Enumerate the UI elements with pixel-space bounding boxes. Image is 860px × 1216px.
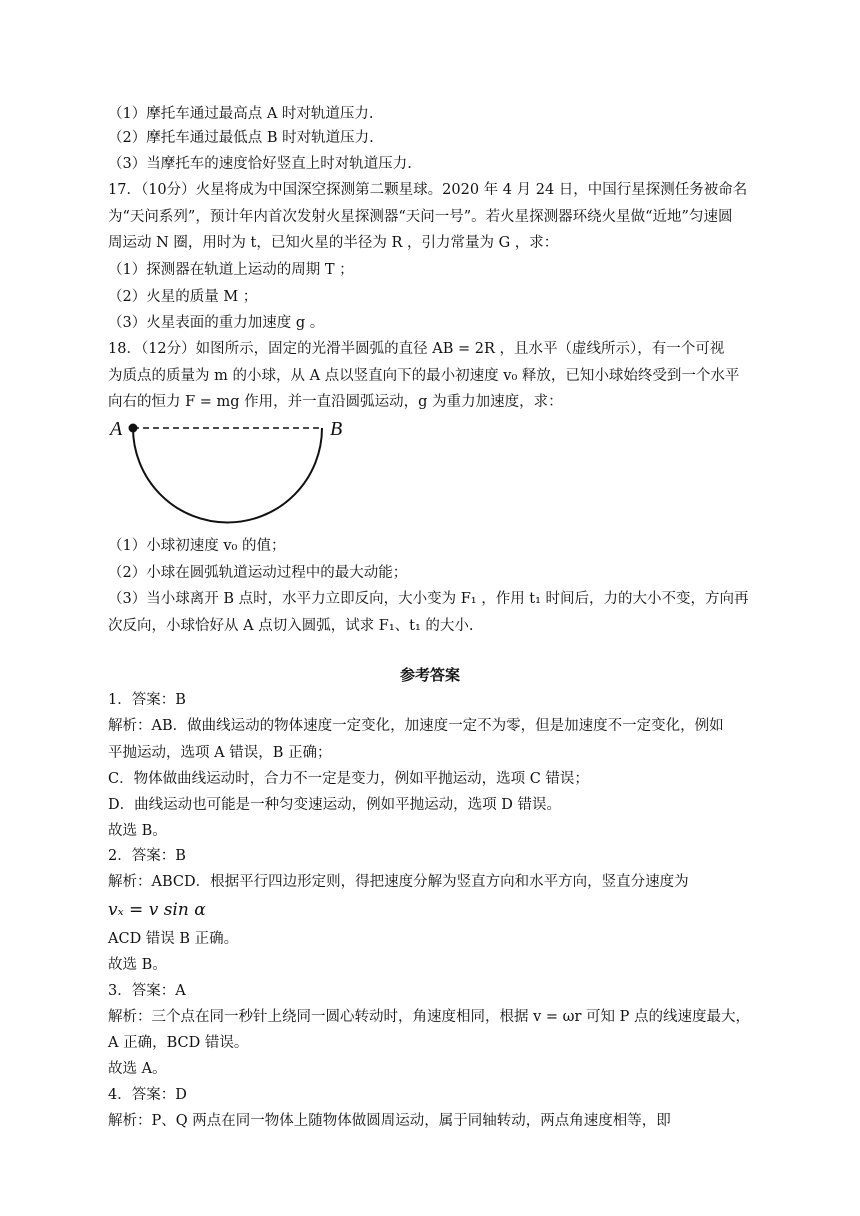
q18-part-3-line-2: 次反向，小球恰好从 A 点切入圆弧，试求 F₁、t₁ 的大小. xyxy=(108,618,474,634)
q17-part-2: （2）火星的质量 M ； xyxy=(108,289,258,305)
answer-line: 解析：AB．做曲线运动的物体速度一定变化，加速度一定不为零，但是加速度不一定变化，例如 xyxy=(108,718,724,734)
answer-line: 3．答案：A xyxy=(108,983,186,999)
answer-line: 4．答案：D xyxy=(108,1087,187,1103)
q16-part-3: （3）当摩托车的速度恰好竖直上时对轨道压力. xyxy=(108,156,412,172)
q17-line-3: 周运动 N 圈，用时为 t，已知火星的半径为 R ，引力常量为 G ，求： xyxy=(108,235,559,251)
q17-line-1: 17．（10分）火星将成为中国深空探测第二颗星球。2020 年 4 月 24 日，中国行星探测任务被命名 xyxy=(108,182,748,198)
q18-part-2: （2）小球在圆弧轨道运动过程中的最大动能； xyxy=(108,565,408,581)
q18-part-3-line-1: （3）当小球离开 B 点时，水平力立即反向，大小变为 F₁ ，作用 t₁ 时间后，力的大小不变，方向再 xyxy=(108,591,749,607)
answer-line: C．物体做曲线运动时，合力不一定是变力，例如平抛运动，选项 C 错误； xyxy=(108,771,589,787)
answers-title: 参考答案 xyxy=(399,666,460,684)
label-a: A xyxy=(110,418,123,440)
semicircle-figure xyxy=(100,412,360,532)
q18-part-1: （1）小球初速度 v₀ 的值； xyxy=(108,538,286,554)
q17-line-2: 为“天问系列”，预计年内首次发射火星探测器“天问一号”。若火星探测器环绕火星做“近地”匀速圆 xyxy=(108,209,733,225)
answer-line: 故选 A。 xyxy=(108,1061,167,1077)
answer-line: 解析：三个点在同一秒针上绕同一圆心转动时，角速度相同，根据 v = ωr 可知 P 点的线速度最大， xyxy=(108,1009,751,1025)
q17-part-3: （3）火星表面的重力加速度 g 。 xyxy=(108,315,325,331)
answer-line: ACD 错误 B 正确。 xyxy=(108,931,239,947)
answer-line: 解析：P、Q 两点在同一物体上随物体做圆周运动，属于同轴转动，两点角速度相等，即 xyxy=(108,1113,671,1129)
q18-line-1: 18．（12分）如图所示，固定的光滑半圆弧的直径 AB = 2R ，且水平（虚线所示），有一个可视 xyxy=(108,341,725,357)
answer-line: 故选 B。 xyxy=(108,957,167,973)
answer-line: 2．答案：B xyxy=(108,848,186,864)
q16-part-1: （1）摩托车通过最高点 A 时对轨道压力. xyxy=(108,106,374,122)
ball-at-a xyxy=(129,424,138,433)
answer-line: 解析：ABCD．根据平行四边形定则，得把速度分解为竖直方向和水平方向，竖直分速度为 xyxy=(108,874,689,890)
q17-part-1: （1）探测器在轨道上运动的周期 T ； xyxy=(108,262,354,278)
answer-line: 故选 B。 xyxy=(108,823,167,839)
semicircle-arc xyxy=(133,428,322,522)
label-b: B xyxy=(330,418,343,440)
q18-line-2: 为质点的质量为 m 的小球，从 A 点以竖直向下的最小初速度 v₀ 释放，已知小球始终受到一个水平 xyxy=(108,368,740,384)
answer-line: D．曲线运动也可能是一种匀变速运动，例如平抛运动，选项 D 错误。 xyxy=(108,797,561,813)
answer-line: 1．答案：B xyxy=(108,692,186,708)
q18-line-3: 向右的恒力 F = mg 作用，并一直沿圆弧运动，g 为重力加速度，求： xyxy=(108,394,563,410)
answer-line: 平抛运动，选项 A 错误，B 正确； xyxy=(108,745,332,761)
q16-part-2: （2）摩托车通过最低点 B 时对轨道压力. xyxy=(108,130,374,146)
answer-line: A 正确，BCD 错误。 xyxy=(108,1035,249,1051)
answer-formula: vₓ = v sin α xyxy=(108,900,206,920)
